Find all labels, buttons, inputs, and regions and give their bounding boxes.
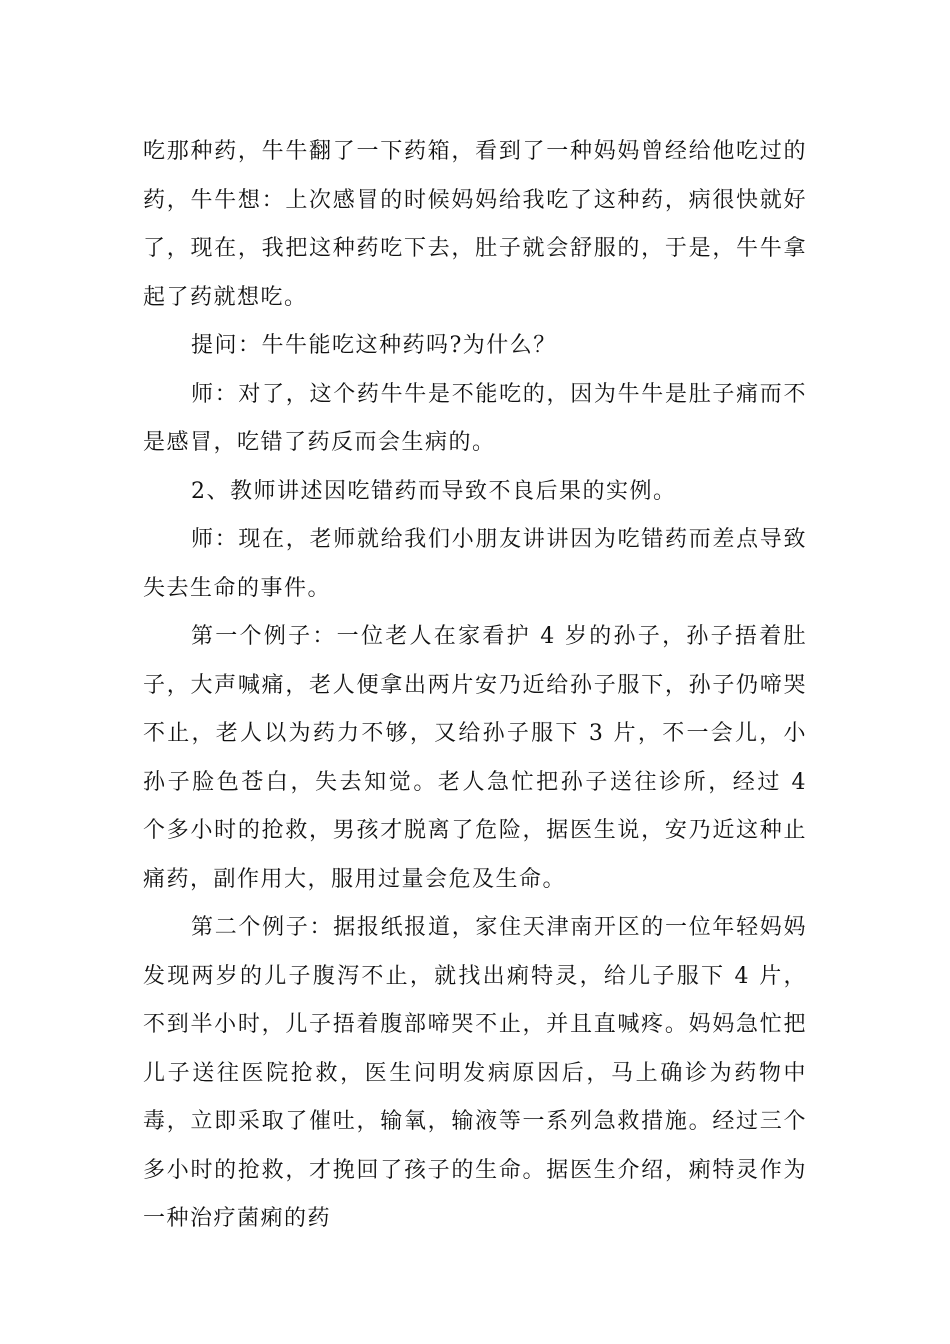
paragraph-question: 提问：牛牛能吃这种药吗?为什么？ xyxy=(191,333,557,358)
paragraph-story-continuation: 吃那种药，牛牛翻了一下药箱，看到了一种妈妈曾经给他吃过的药，牛牛想：上次感冒的时候妈妈给我吃了这种药，病很快就好了，现在，我把这种药吃下去，肚子就会舒服的，于是，牛牛拿起了药就想吃。 xyxy=(143,139,807,310)
paragraph-example-one: 第一个例子：一位老人在家看护 4 岁的孙子，孙子捂着肚子，大声喊痛，老人便拿出两片安乃近给孙子服下，孙子仍啼哭不止，老人以为药力不够，又给孙子服下 3 片，不一会儿，小孙子脸色苍白，失去知觉。老人急忙把孙子送往诊所，经过 4 个多小时的抢救，男孩才脱离了危险，据医生说，安乃近这种止痛药，副作用大，服用过量会危及生命。 xyxy=(143,624,807,892)
paragraph-teacher-answer: 师：对了，这个药牛牛是不能吃的，因为牛牛是肚子痛而不是感冒，吃错了药反而会生病的。 xyxy=(143,381,807,455)
paragraph-section-heading: 2、教师讲述因吃错药而导致不良后果的实例。 xyxy=(191,478,677,504)
paragraph-teacher-intro: 师：现在，老师就给我们小朋友讲讲因为吃错药而差点导致失去生命的事件。 xyxy=(143,527,807,601)
paragraph-example-two: 第二个例子：据报纸报道，家住天津南开区的一位年轻妈妈发现两岁的儿子腹泻不止，就找出痢特灵，给儿子服下 4 片，不到半小时，儿子捂着腹部啼哭不止，并且直喊疼。妈妈急忙把儿子送往医院抢救，医生问明发病原因后，马上确诊为药物中毒，立即采取了催吐，输氧，输液等一系列急救措施。经过三个多小时的抢救，才挽回了孩子的生命。据医生介绍，痢特灵作为一种治疗菌痢的药 xyxy=(143,915,807,1231)
document-body xyxy=(143,128,807,1244)
